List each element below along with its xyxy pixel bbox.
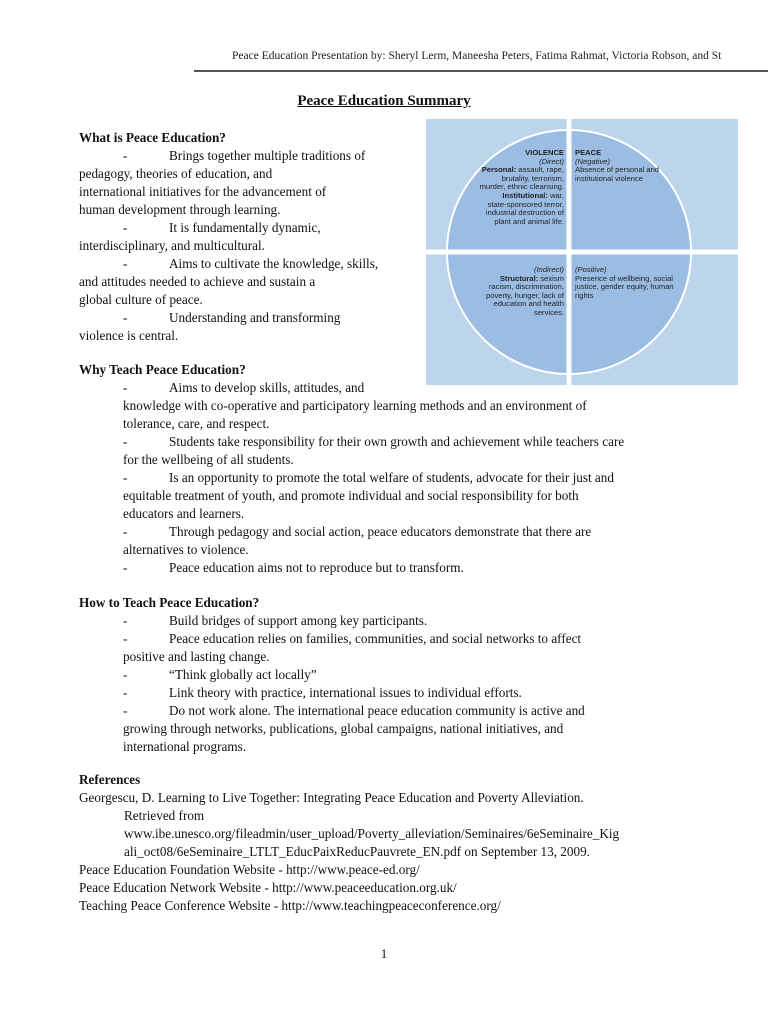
bullet-dash: - [123,220,128,235]
header-rule [194,70,768,72]
list-item: - Students take responsibility for their own growth and achievement while teachers care [123,434,625,449]
list-item: - Aims to develop skills, attitudes, and [123,380,365,395]
quadrant-peace-negative: PEACE (Negative) Absence of personal and institutional violence [575,148,660,183]
section-what: What is Peace Education? - Brings together multiple traditions of pedagogy, theories of education, and international initiatives for the advancement of human development through learning. - It is fundamentally dynamic, interdisciplinary, and multicultural. - Aims to cultivate the knowledge, skills, and attitudes needed to achieve and sustain a global culture of peace. - Understanding and transforming violence is central. [79,129,414,345]
bullet-dash: - [123,256,128,271]
reference-link[interactable]: Teaching Peace Conference Website - http://www.teachingpeaceconference.org/ [79,898,501,913]
references-heading: References [79,772,141,787]
bullet-dash: - [123,524,128,539]
references: References Georgescu, D. Learning to Live Together: Integrating Peace Education and Poverty Alleviation. Retrieved from www.ibe.unesco.org/fileadmin/user_upload/Poverty_alleviation/Seminaires/6eSeminaire_Kig ali_oct08/6eSeminaire_LTLT_EducPaixReducPauvrete_EN.pdf on September 13, 2009. Peace Education Foundation Website - http://www.peace-ed.org/ Peace Education Network Website - http://www.peaceeducation.org.uk/ Teaching Peace Conference Website - http://www.teachingpeaceconference.org/ [79,771,759,915]
peace-violence-diagram [426,119,738,385]
bullet-dash: - [123,148,128,163]
list-item: - Understanding and transforming [123,310,341,325]
bullet-dash: - [123,310,128,325]
reference-link[interactable]: Peace Education Foundation Website - http://www.peace-ed.org/ [79,862,420,877]
list-item: - Build bridges of support among key participants. [123,613,428,628]
list-item: - It is fundamentally dynamic, [123,220,321,235]
bullet-dash: - [123,685,128,700]
page-number: 1 [380,946,388,961]
bullet-dash: - [123,703,128,718]
bullet-dash: - [123,470,128,485]
list-item: - Aims to cultivate the knowledge, skills, [123,256,379,271]
quadrant-violence-indirect: (Indirect) Structural: sexism racism, discrimination, poverty, hunger, lack of education and health services. [486,265,564,317]
section-why: Why Teach Peace Education? - Aims to develop skills, attitudes, and knowledge with co-operative and participatory learning methods and an environment of tolerance, care, and respect. - Students take responsibility for their own growth and achievement while teachers care for the wellbeing of all students. - Is an opportunity to promote the total welfare of students, advocate for their just and equitable treatment of youth, and promote individual and social responsibility for both educators and learners. - Through pedagogy and social action, peace educators demonstrate that there are alternatives to violence. - Peace education aims not to reproduce but to transform. [79,361,739,577]
reference-link[interactable]: www.ibe.unesco.org/fileadmin/user_upload/Poverty_alleviation/Seminaires/6eSeminaire_Kig [124,826,620,841]
reference-entry: Georgescu, D. Learning to Live Together: Integrating Peace Education and Poverty Alleviation. [79,790,584,805]
quadrant-violence-direct: VIOLENCE (Direct) Personal: assault, rape, brutality, terrorism, murder, ethnic cleansing. Institutional: war, state-sponsored terror, industrial destruction of plant and animal life. [479,148,564,226]
section-how: How to Teach Peace Education? - Build bridges of support among key participants. - Peace education relies on families, communities, and social networks to affect positive and lasting change. - “Think globally act locally” - Link theory with practice, international issues to individual efforts. - Do not work alone. The international peace education community is active and growing through networks, publications, global campaigns, national initiatives, and international programs. [79,594,739,756]
list-item: - Through pedagogy and social action, peace educators demonstrate that there are [123,524,592,539]
bullet-dash: - [123,631,128,646]
quadrant-peace-positive: (Positive) Presence of wellbeing, social justice, gender equity, human rights [575,265,674,300]
list-item: - Peace education aims not to reproduce but to transform. [123,560,464,575]
section-heading: How to Teach Peace Education? [79,595,260,610]
bullet-dash: - [123,434,128,449]
bullet-dash: - [123,613,128,628]
list-item: - Is an opportunity to promote the total welfare of students, advocate for their just and [123,470,614,485]
bullet-dash: - [123,560,128,575]
list-item: - Peace education relies on families, communities, and social networks to affect [123,631,582,646]
list-item: - Brings together multiple traditions of [123,148,366,163]
list-item: - “Think globally act locally” [123,667,317,682]
page-header: Peace Education Presentation by: Sheryl Lerm, Maneesha Peters, Fatima Rahmat, Victoria Robson, and St [232,50,722,62]
section-heading: Why Teach Peace Education? [79,362,246,377]
list-item: - Do not work alone. The international peace education community is active and [123,703,585,718]
page-title: Peace Education Summary [297,93,471,109]
bullet-dash: - [123,380,128,395]
reference-link[interactable]: Peace Education Network Website - http://www.peaceeducation.org.uk/ [79,880,457,895]
list-item: - Link theory with practice, international issues to individual efforts. [123,685,522,700]
bullet-dash: - [123,667,128,682]
section-heading: What is Peace Education? [79,130,226,145]
